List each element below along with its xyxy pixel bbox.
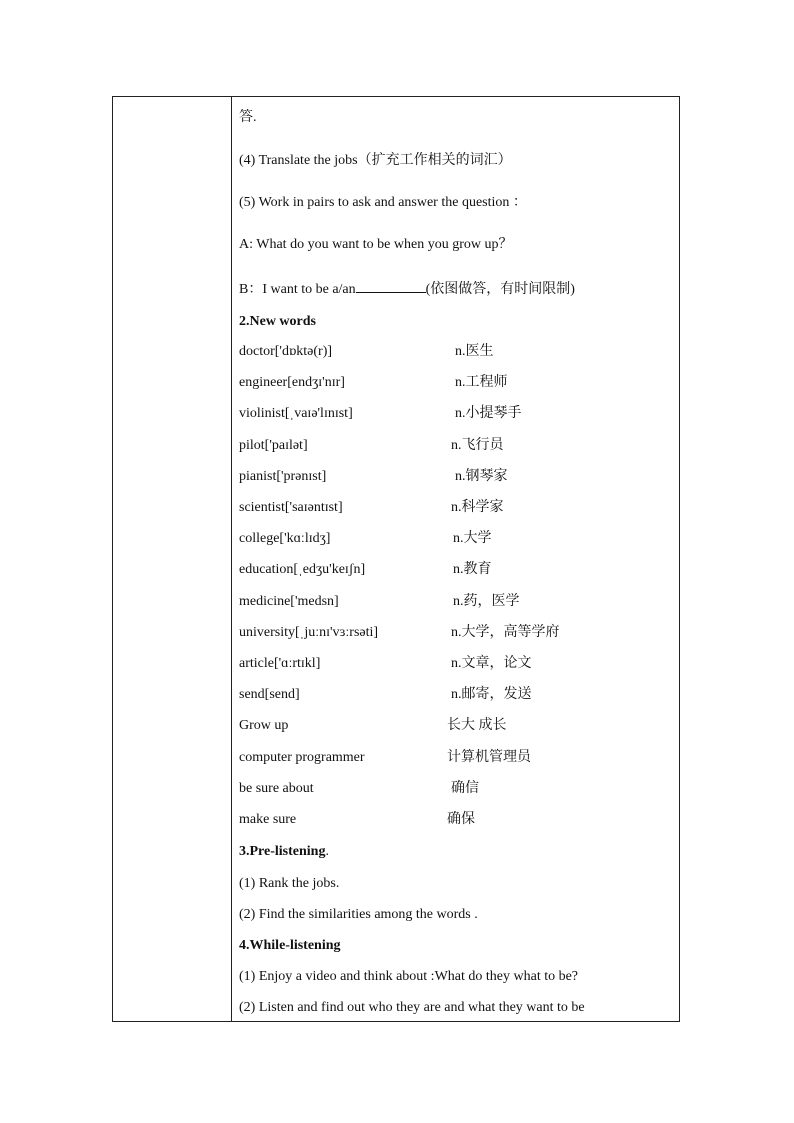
vocab-word: education[ˌedʒu'keɪʃn] (239, 562, 366, 577)
vocab-word: article['ɑːrtɪkl] (239, 656, 321, 671)
vocab-word: violinist[ˌvaɪə'lɪnɪst] (239, 406, 353, 421)
vocab-meaning: n.小提琴手 (455, 406, 522, 421)
vocab-word: university[ˌjuːnɪ'vɜːrsəti] (239, 625, 379, 640)
pre-listening-title: 3.Pre-listening (239, 844, 326, 859)
vocab-word: scientist['saɪəntɪst] (239, 500, 343, 515)
vocab-word: doctor['dɒktə(r)] (239, 344, 333, 359)
step-5-pair-work: (5) Work in pairs to ask and answer the question ： (239, 195, 527, 210)
vocab-word: make sure (239, 812, 297, 827)
vocab-word: Grow up (239, 718, 289, 733)
vocab-word: engineer[endʒɪ'nɪr] (239, 375, 345, 390)
pre-listening-title-suffix: . (325, 844, 329, 859)
vocab-meaning: n.文章，论文 (451, 656, 532, 671)
vocab-word: be sure about (239, 781, 314, 796)
vocab-meaning: n.邮寄，发送 (451, 687, 532, 702)
vocab-meaning: n.科学家 (451, 500, 504, 515)
dialog-b-prefix: B：I want to be a/an (239, 282, 356, 297)
vocab-meaning: 确保 (447, 812, 475, 827)
pre-listening-heading (239, 843, 329, 861)
vocab-meaning: 确信 (451, 781, 479, 796)
dialog-line-a: A: What do you want to be when you grow up？ (239, 237, 513, 252)
vocab-word: computer programmer (239, 750, 365, 765)
column-divider (231, 97, 232, 1021)
new-words-heading: 2.New words (239, 314, 316, 329)
while-listening-heading: 4.While-listening (239, 938, 341, 953)
pre-listening-item-1: (1) Rank the jobs. (239, 876, 340, 891)
step-4-translate: (4) Translate the jobs（扩充工作相关的词汇） (239, 153, 512, 168)
while-listening-item-2: (2) Listen and find out who they are and what they want to be (239, 1000, 585, 1015)
dialog-line-b (239, 278, 575, 299)
vocab-meaning: n.医生 (455, 344, 494, 359)
vocab-meaning: n.飞行员 (451, 438, 504, 453)
dialog-b-suffix: (依图做答，有时间限制) (425, 282, 575, 297)
vocab-meaning: n.钢琴家 (455, 469, 508, 484)
vocab-word: medicine['medsn] (239, 594, 339, 609)
vocab-word: pilot['paɪlət] (239, 438, 308, 453)
vocab-meaning: 计算机管理员 (447, 750, 531, 765)
vocab-meaning: n.药，医学 (453, 594, 520, 609)
lesson-table (112, 96, 680, 1022)
vocab-meaning: 长大 成长 (447, 718, 507, 733)
answer-blank (356, 278, 426, 293)
vocab-meaning: n.大学 (453, 531, 492, 546)
vocab-meaning: n.工程师 (455, 375, 508, 390)
continued-text: 答. (239, 110, 257, 125)
vocab-word: pianist['prənɪst] (239, 469, 327, 484)
pre-listening-item-2: (2) Find the similarities among the words . (239, 907, 478, 922)
vocab-word: college['kɑːlɪdʒ] (239, 531, 331, 546)
vocab-word: send[send] (239, 687, 300, 702)
vocab-meaning: n.大学，高等学府 (451, 625, 560, 640)
while-listening-item-1: (1) Enjoy a video and think about :What do they what to be? (239, 969, 579, 984)
vocab-meaning: n.教育 (453, 562, 492, 577)
